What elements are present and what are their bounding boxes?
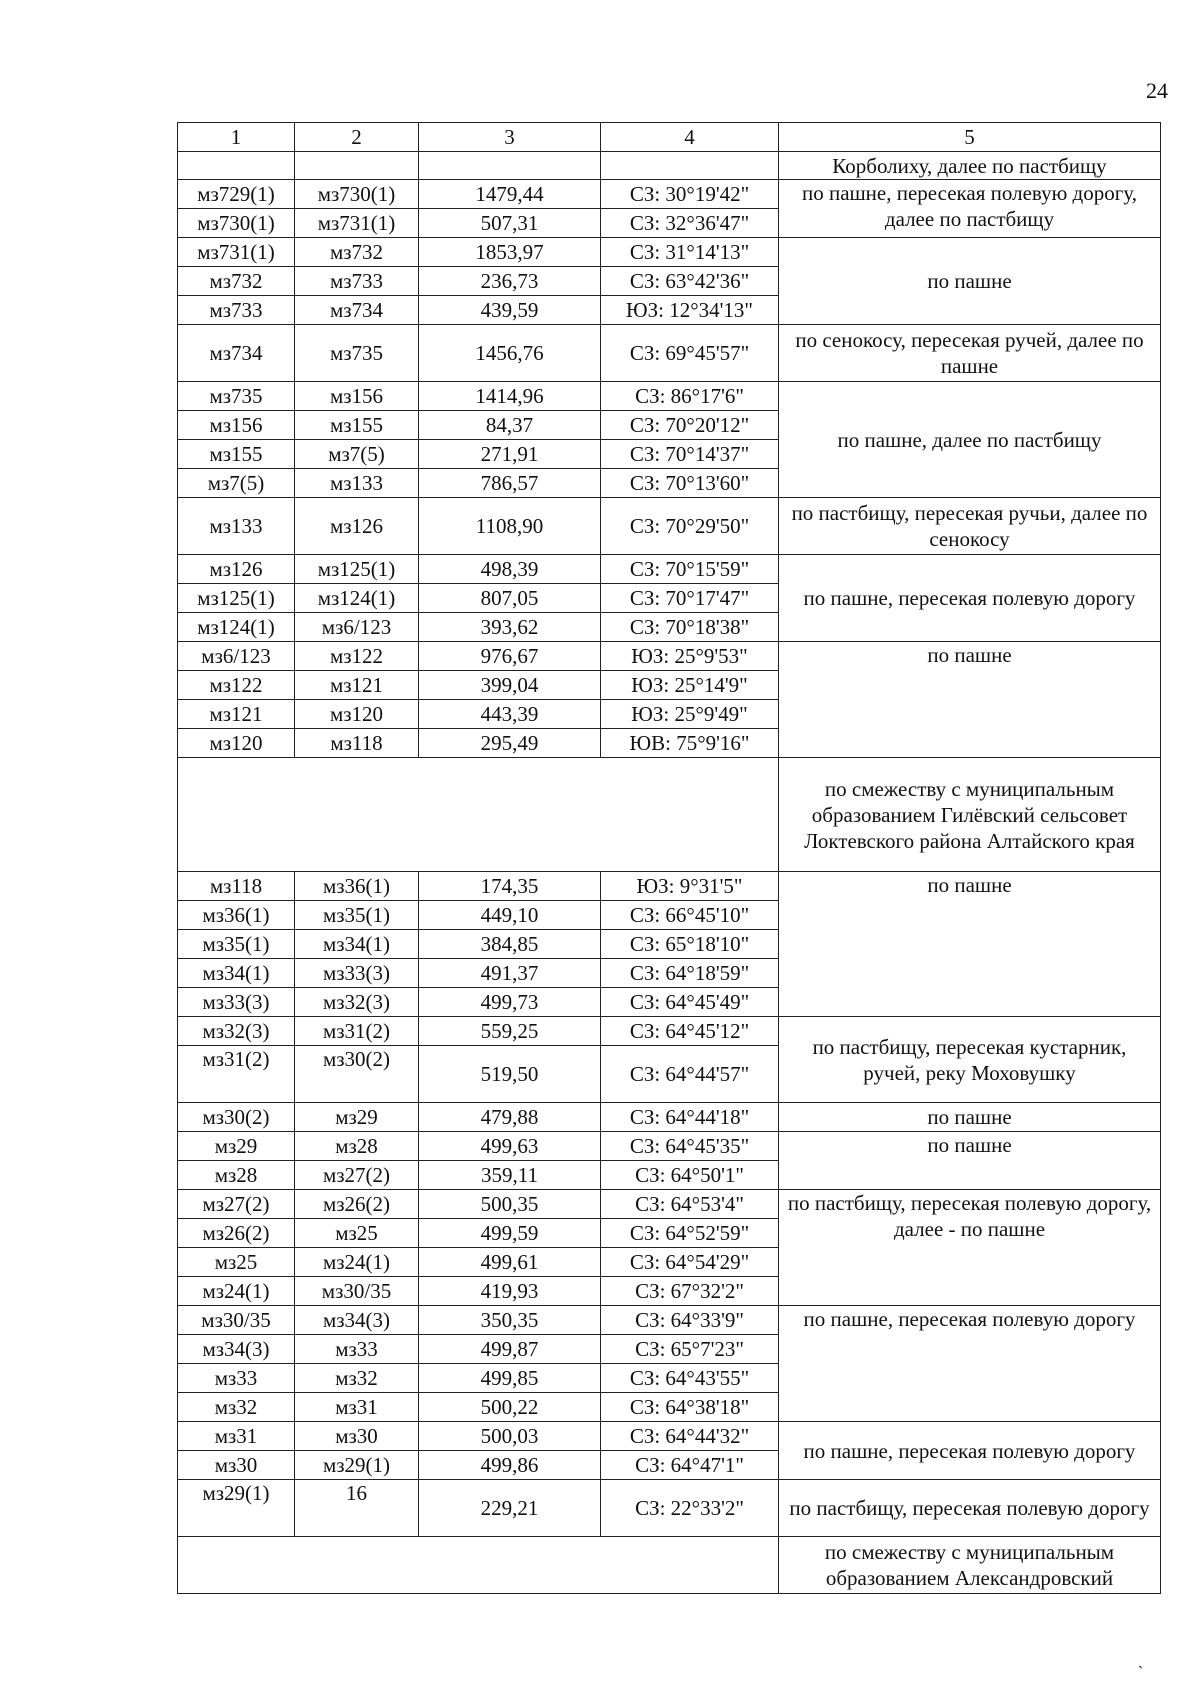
bearing-cell: СЗ: 70°15'59" bbox=[601, 555, 779, 584]
length-cell: 1108,90 bbox=[419, 498, 601, 555]
bearing-cell: СЗ: 64°52'59" bbox=[601, 1219, 779, 1248]
length-cell: 84,37 bbox=[419, 411, 601, 440]
bearing-cell: ЮВ: 75°9'16" bbox=[601, 729, 779, 758]
length-cell: 359,11 bbox=[419, 1161, 601, 1190]
table-row bbox=[178, 1537, 1161, 1594]
point-from-cell: мз24(1) bbox=[178, 1277, 295, 1306]
point-to-cell: мз33(3) bbox=[295, 959, 419, 988]
length-cell: 479,88 bbox=[419, 1103, 601, 1132]
description-cell: по пашне, далее по пастбищу bbox=[779, 382, 1161, 498]
table-row bbox=[178, 1306, 1161, 1335]
point-from-cell bbox=[178, 152, 295, 180]
column-header: 3 bbox=[419, 123, 601, 152]
point-from-cell: мз29 bbox=[178, 1132, 295, 1161]
point-to-cell: мз34(1) bbox=[295, 930, 419, 959]
point-from-cell: мз6/123 bbox=[178, 642, 295, 671]
point-to-cell: мз33 bbox=[295, 1335, 419, 1364]
point-to-cell: мз36(1) bbox=[295, 872, 419, 901]
point-to-cell: мз32 bbox=[295, 1364, 419, 1393]
table-row bbox=[178, 152, 1161, 180]
point-from-cell: мз120 bbox=[178, 729, 295, 758]
point-from-cell: мз733 bbox=[178, 296, 295, 325]
table-row bbox=[178, 1190, 1161, 1219]
length-cell: 499,59 bbox=[419, 1219, 601, 1248]
length-cell: 1414,96 bbox=[419, 382, 601, 411]
length-cell: 1853,97 bbox=[419, 238, 601, 267]
point-from-cell: мз28 bbox=[178, 1161, 295, 1190]
point-to-cell: мз31 bbox=[295, 1393, 419, 1422]
table-row bbox=[178, 498, 1161, 555]
length-cell: 295,49 bbox=[419, 729, 601, 758]
bearing-cell: СЗ: 64°18'59" bbox=[601, 959, 779, 988]
point-to-cell: мз733 bbox=[295, 267, 419, 296]
point-from-cell: мз121 bbox=[178, 700, 295, 729]
point-from-cell: мз34(3) bbox=[178, 1335, 295, 1364]
bearing-cell: СЗ: 86°17'6" bbox=[601, 382, 779, 411]
point-from-cell: мз31(2) bbox=[178, 1046, 295, 1103]
point-to-cell: мз30 bbox=[295, 1422, 419, 1451]
point-from-cell: мз30/35 bbox=[178, 1306, 295, 1335]
description-cell: по пашне, пересекая полевую дорогу bbox=[779, 555, 1161, 642]
point-from-cell: мз26(2) bbox=[178, 1219, 295, 1248]
length-cell: 807,05 bbox=[419, 584, 601, 613]
bearing-cell: СЗ: 30°19'42" bbox=[601, 180, 779, 209]
point-from-cell: мз156 bbox=[178, 411, 295, 440]
page-number: 24 bbox=[1146, 78, 1168, 103]
length-cell: 443,39 bbox=[419, 700, 601, 729]
description-cell: по пашне bbox=[779, 1103, 1161, 1132]
length-cell: 498,39 bbox=[419, 555, 601, 584]
point-to-cell: мз26(2) bbox=[295, 1190, 419, 1219]
table-row bbox=[178, 758, 1161, 872]
point-to-cell: мз29 bbox=[295, 1103, 419, 1132]
point-to-cell: мз24(1) bbox=[295, 1248, 419, 1277]
length-cell: 449,10 bbox=[419, 901, 601, 930]
table-row bbox=[178, 325, 1161, 382]
point-from-cell: мз126 bbox=[178, 555, 295, 584]
length-cell: 499,63 bbox=[419, 1132, 601, 1161]
point-to-cell: мз6/123 bbox=[295, 613, 419, 642]
bearing-cell: СЗ: 64°44'18" bbox=[601, 1103, 779, 1132]
bearing-cell: СЗ: 32°36'47" bbox=[601, 209, 779, 238]
column-header: 1 bbox=[178, 123, 295, 152]
length-cell: 174,35 bbox=[419, 872, 601, 901]
point-from-cell: мз35(1) bbox=[178, 930, 295, 959]
boundary-table bbox=[177, 122, 1161, 1594]
bearing-cell: СЗ: 64°50'1" bbox=[601, 1161, 779, 1190]
length-cell: 491,37 bbox=[419, 959, 601, 988]
bearing-cell: СЗ: 70°14'37" bbox=[601, 440, 779, 469]
length-cell: 419,93 bbox=[419, 1277, 601, 1306]
table-header-row bbox=[178, 123, 1161, 152]
point-to-cell bbox=[295, 152, 419, 180]
bearing-cell: СЗ: 70°20'12" bbox=[601, 411, 779, 440]
table-row bbox=[178, 1132, 1161, 1161]
table-row bbox=[178, 555, 1161, 584]
bearing-cell: СЗ: 64°44'57" bbox=[601, 1046, 779, 1103]
point-from-cell: мз30(2) bbox=[178, 1103, 295, 1132]
bearing-cell: СЗ: 64°45'49" bbox=[601, 988, 779, 1017]
merged-empty-cell bbox=[178, 1537, 779, 1594]
description-cell: по пашне bbox=[779, 238, 1161, 325]
bearing-cell: СЗ: 63°42'36" bbox=[601, 267, 779, 296]
length-cell: 229,21 bbox=[419, 1480, 601, 1537]
point-from-cell: мз32(3) bbox=[178, 1017, 295, 1046]
description-cell: по смежеству с муниципальным образованием Гилёвский сельсовет Локтевского района Алтайского края bbox=[779, 758, 1161, 872]
point-to-cell: мз122 bbox=[295, 642, 419, 671]
bearing-cell: СЗ: 64°53'4" bbox=[601, 1190, 779, 1219]
point-to-cell: мз25 bbox=[295, 1219, 419, 1248]
length-cell: 519,50 bbox=[419, 1046, 601, 1103]
bearing-cell: ЮЗ: 25°9'49" bbox=[601, 700, 779, 729]
length-cell: 500,35 bbox=[419, 1190, 601, 1219]
point-from-cell: мз33(3) bbox=[178, 988, 295, 1017]
bearing-cell: СЗ: 64°45'12" bbox=[601, 1017, 779, 1046]
point-to-cell: мз32(3) bbox=[295, 988, 419, 1017]
bearing-cell: ЮЗ: 25°9'53" bbox=[601, 642, 779, 671]
length-cell: 1456,76 bbox=[419, 325, 601, 382]
bearing-cell: СЗ: 69°45'57" bbox=[601, 325, 779, 382]
bearing-cell: СЗ: 66°45'10" bbox=[601, 901, 779, 930]
point-from-cell: мз133 bbox=[178, 498, 295, 555]
bearing-cell: СЗ: 31°14'13" bbox=[601, 238, 779, 267]
point-to-cell: мз35(1) bbox=[295, 901, 419, 930]
point-to-cell: мз30(2) bbox=[295, 1046, 419, 1103]
length-cell: 499,73 bbox=[419, 988, 601, 1017]
description-cell: по пастбищу, пересекая кустарник, ручей, реку Моховушку bbox=[779, 1017, 1161, 1103]
table-body bbox=[178, 152, 1161, 1594]
point-to-cell: мз118 bbox=[295, 729, 419, 758]
bearing-cell: СЗ: 64°47'1" bbox=[601, 1451, 779, 1480]
length-cell: 350,35 bbox=[419, 1306, 601, 1335]
length-cell: 393,62 bbox=[419, 613, 601, 642]
bearing-cell: СЗ: 64°54'29" bbox=[601, 1248, 779, 1277]
length-cell: 786,57 bbox=[419, 469, 601, 498]
point-to-cell: мз29(1) bbox=[295, 1451, 419, 1480]
point-to-cell: мз34(3) bbox=[295, 1306, 419, 1335]
bearing-cell: СЗ: 70°17'47" bbox=[601, 584, 779, 613]
point-from-cell: мз30 bbox=[178, 1451, 295, 1480]
length-cell: 439,59 bbox=[419, 296, 601, 325]
table-row bbox=[178, 1422, 1161, 1451]
point-from-cell: мз34(1) bbox=[178, 959, 295, 988]
bearing-cell: СЗ: 65°18'10" bbox=[601, 930, 779, 959]
point-to-cell: мз734 bbox=[295, 296, 419, 325]
bearing-cell: СЗ: 67°32'2" bbox=[601, 1277, 779, 1306]
length-cell: 399,04 bbox=[419, 671, 601, 700]
point-to-cell: мз731(1) bbox=[295, 209, 419, 238]
point-to-cell: мз735 bbox=[295, 325, 419, 382]
length-cell: 1479,44 bbox=[419, 180, 601, 209]
bearing-cell: СЗ: 70°18'38" bbox=[601, 613, 779, 642]
point-to-cell: мз120 bbox=[295, 700, 419, 729]
point-to-cell: мз156 bbox=[295, 382, 419, 411]
point-to-cell: мз133 bbox=[295, 469, 419, 498]
column-header: 4 bbox=[601, 123, 779, 152]
length-cell: 499,86 bbox=[419, 1451, 601, 1480]
column-header: 2 bbox=[295, 123, 419, 152]
column-header: 5 bbox=[779, 123, 1161, 152]
point-to-cell: мз125(1) bbox=[295, 555, 419, 584]
point-from-cell: мз29(1) bbox=[178, 1480, 295, 1537]
bearing-cell: СЗ: 65°7'23" bbox=[601, 1335, 779, 1364]
point-to-cell: мз7(5) bbox=[295, 440, 419, 469]
bearing-cell: ЮЗ: 25°14'9" bbox=[601, 671, 779, 700]
bearing-cell: СЗ: 22°33'2" bbox=[601, 1480, 779, 1537]
table-row bbox=[178, 642, 1161, 671]
description-cell: по пастбищу, пересекая полевую дорогу, далее - по пашне bbox=[779, 1190, 1161, 1306]
length-cell: 500,03 bbox=[419, 1422, 601, 1451]
point-to-cell: мз732 bbox=[295, 238, 419, 267]
length-cell: 507,31 bbox=[419, 209, 601, 238]
description-cell: по пастбищу, пересекая полевую дорогу bbox=[779, 1480, 1161, 1537]
point-from-cell: мз25 bbox=[178, 1248, 295, 1277]
length-cell: 271,91 bbox=[419, 440, 601, 469]
length-cell: 499,85 bbox=[419, 1364, 601, 1393]
point-from-cell: мз731(1) bbox=[178, 238, 295, 267]
table-row bbox=[178, 180, 1161, 209]
point-to-cell: 16 bbox=[295, 1480, 419, 1537]
point-to-cell: мз28 bbox=[295, 1132, 419, 1161]
length-cell: 384,85 bbox=[419, 930, 601, 959]
bearing-cell: СЗ: 70°29'50" bbox=[601, 498, 779, 555]
point-from-cell: мз124(1) bbox=[178, 613, 295, 642]
point-from-cell: мз730(1) bbox=[178, 209, 295, 238]
point-from-cell: мз118 bbox=[178, 872, 295, 901]
point-to-cell: мз730(1) bbox=[295, 180, 419, 209]
description-cell: по пастбищу, пересекая ручьи, далее по сенокосу bbox=[779, 498, 1161, 555]
description-cell: по пашне, пересекая полевую дорогу bbox=[779, 1306, 1161, 1422]
point-from-cell: мз32 bbox=[178, 1393, 295, 1422]
point-from-cell: мз729(1) bbox=[178, 180, 295, 209]
point-from-cell: мз734 bbox=[178, 325, 295, 382]
point-to-cell: мз126 bbox=[295, 498, 419, 555]
length-cell: 499,61 bbox=[419, 1248, 601, 1277]
scan-speck: ` bbox=[1138, 1664, 1144, 1681]
point-to-cell: мз155 bbox=[295, 411, 419, 440]
point-from-cell: мз27(2) bbox=[178, 1190, 295, 1219]
description-cell: по пашне, пересекая полевую дорогу bbox=[779, 1422, 1161, 1480]
bearing-cell: СЗ: 64°33'9" bbox=[601, 1306, 779, 1335]
point-from-cell: мз33 bbox=[178, 1364, 295, 1393]
bearing-cell: СЗ: 70°13'60" bbox=[601, 469, 779, 498]
point-from-cell: мз735 bbox=[178, 382, 295, 411]
point-to-cell: мз121 bbox=[295, 671, 419, 700]
table-row bbox=[178, 1480, 1161, 1537]
bearing-cell: СЗ: 64°38'18" bbox=[601, 1393, 779, 1422]
table-row bbox=[178, 872, 1161, 901]
point-to-cell: мз31(2) bbox=[295, 1017, 419, 1046]
bearing-cell bbox=[601, 152, 779, 180]
length-cell: 976,67 bbox=[419, 642, 601, 671]
merged-empty-cell bbox=[178, 758, 779, 872]
description-cell: по пашне bbox=[779, 642, 1161, 758]
point-from-cell: мз31 bbox=[178, 1422, 295, 1451]
point-from-cell: мз122 bbox=[178, 671, 295, 700]
description-cell: по сенокосу, пересекая ручей, далее по пашне bbox=[779, 325, 1161, 382]
point-from-cell: мз125(1) bbox=[178, 584, 295, 613]
point-from-cell: мз7(5) bbox=[178, 469, 295, 498]
table-row bbox=[178, 382, 1161, 411]
description-cell: по пашне bbox=[779, 1132, 1161, 1190]
length-cell: 236,73 bbox=[419, 267, 601, 296]
length-cell bbox=[419, 152, 601, 180]
point-to-cell: мз124(1) bbox=[295, 584, 419, 613]
bearing-cell: СЗ: 64°45'35" bbox=[601, 1132, 779, 1161]
table-row bbox=[178, 1017, 1161, 1046]
point-to-cell: мз30/35 bbox=[295, 1277, 419, 1306]
table-row bbox=[178, 1103, 1161, 1132]
description-cell: Корболиху, далее по пастбищу bbox=[779, 152, 1161, 180]
description-cell: по смежеству с муниципальным образованием Александровский bbox=[779, 1537, 1161, 1594]
point-from-cell: мз155 bbox=[178, 440, 295, 469]
length-cell: 559,25 bbox=[419, 1017, 601, 1046]
table-row bbox=[178, 238, 1161, 267]
point-from-cell: мз36(1) bbox=[178, 901, 295, 930]
point-to-cell: мз27(2) bbox=[295, 1161, 419, 1190]
bearing-cell: ЮЗ: 9°31'5" bbox=[601, 872, 779, 901]
bearing-cell: СЗ: 64°44'32" bbox=[601, 1422, 779, 1451]
description-cell: по пашне, пересекая полевую дорогу, далее по пастбищу bbox=[779, 180, 1161, 238]
description-cell: по пашне bbox=[779, 872, 1161, 1017]
bearing-cell: СЗ: 64°43'55" bbox=[601, 1364, 779, 1393]
length-cell: 499,87 bbox=[419, 1335, 601, 1364]
bearing-cell: ЮЗ: 12°34'13" bbox=[601, 296, 779, 325]
length-cell: 500,22 bbox=[419, 1393, 601, 1422]
point-from-cell: мз732 bbox=[178, 267, 295, 296]
